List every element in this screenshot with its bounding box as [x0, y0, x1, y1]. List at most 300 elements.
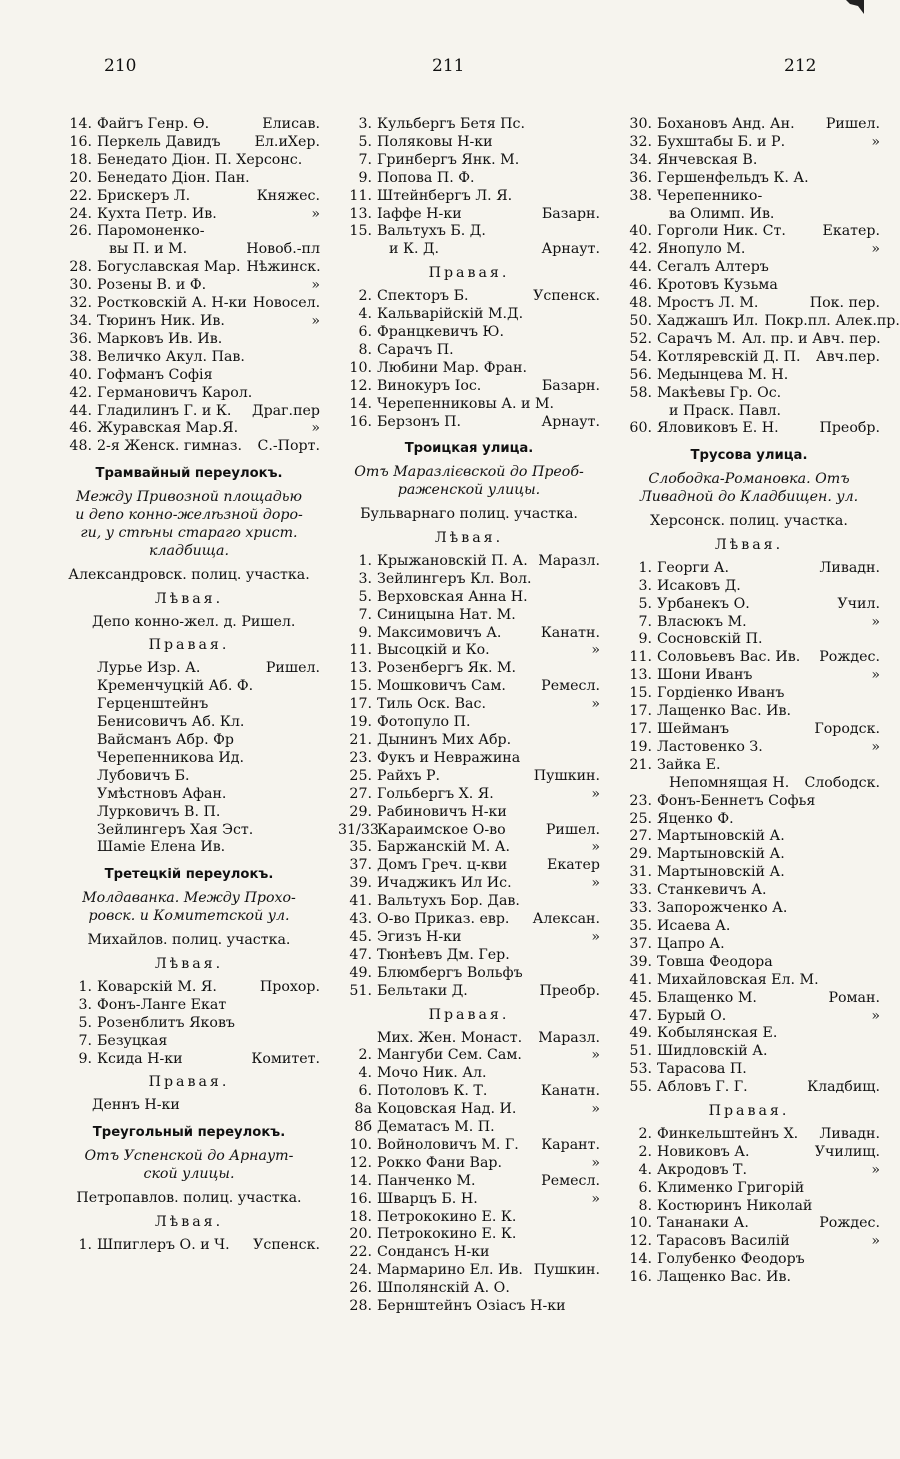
entry-name: Ксида Н-ки [97, 1050, 183, 1067]
entry-name: Перкель Давидъ [97, 133, 221, 150]
directory-entry [338, 1173, 600, 1191]
entry-location [314, 367, 320, 385]
directory-entry [338, 1191, 600, 1209]
entry-name: Домъ Греч. ц-кви [377, 857, 508, 874]
entry-name: Костюринъ Николай [657, 1197, 813, 1214]
entry-location [594, 1298, 600, 1316]
directory-entry [618, 578, 880, 596]
directory-entry [618, 241, 880, 259]
directory-entry [618, 116, 880, 134]
directory-entry [338, 306, 600, 324]
directory-entry [58, 660, 320, 678]
page-number-center: 211 [432, 56, 465, 76]
entry-location [594, 1280, 600, 1298]
entry-number: 5. [638, 595, 652, 612]
entry-location [874, 1269, 880, 1287]
entry-location [594, 607, 600, 625]
entry-name: Зейлингеръ Хая Эст. [97, 821, 254, 838]
directory-entry [338, 571, 600, 589]
entry-name: Блащенко М. [657, 989, 757, 1006]
entry-location: Ал. пр. и Авч. пер. [741, 330, 881, 347]
directory-entry [338, 288, 600, 306]
entry-location [874, 1061, 880, 1079]
directory-entry [618, 900, 880, 918]
entry-location [594, 188, 600, 206]
entry-number: 16. [349, 1190, 372, 1207]
entry-name: Журавская Мар.Я. [97, 420, 239, 437]
entry-location [594, 589, 600, 607]
entry-name: Бенисовичъ Аб. Кл. [97, 714, 245, 731]
entry-number: 27. [349, 785, 372, 802]
entry-number: 30. [629, 116, 652, 132]
directory-entry [618, 685, 880, 703]
directory-entry [618, 349, 880, 367]
entry-name: О-во Приказ. евр. [377, 911, 510, 928]
entry-location: Екатер [546, 857, 600, 874]
entry-name: Берзонъ П. [377, 413, 462, 430]
entry-name: Мармарино Ел. Ив. [377, 1262, 523, 1279]
directory-entry [338, 1137, 600, 1155]
entry-name: Бурый О. [657, 1007, 727, 1024]
entry-location: Ремесл. [541, 678, 600, 695]
entry-location [874, 918, 880, 936]
directory-entry [338, 642, 600, 660]
directory-entry [338, 822, 600, 840]
entry-continuation [618, 206, 880, 224]
directory-entry [338, 1155, 600, 1173]
entry-number: 17. [629, 721, 652, 737]
entry-number: 14. [629, 1251, 652, 1268]
entry-number: 25. [629, 810, 652, 827]
entry-number: 28. [349, 1298, 372, 1315]
entry-number: 13. [349, 660, 372, 677]
entry-location: Прохор. [259, 978, 320, 995]
entry-number: 15. [349, 678, 372, 695]
column-right [618, 116, 900, 1287]
entry-continuation [58, 241, 320, 259]
entry-number: 15. [349, 223, 372, 240]
street-description: Между Привозной площадью и депо конно-желѣзной доро- ги, у стѣны стараго христ. кладбища. [75, 489, 303, 559]
entry-name: Розенблитъ Яковъ [97, 1014, 235, 1031]
entry-location [314, 678, 320, 696]
entry-name: Райхъ Р. [377, 767, 441, 784]
entry-location [594, 360, 600, 378]
entry-number: 45. [629, 989, 652, 1006]
entry-name: Крыжановскій П. А. [377, 552, 528, 569]
directory-entry [618, 367, 880, 385]
entry-name: Кротовъ Кузьма [657, 277, 778, 294]
entry-number: 20. [349, 1226, 372, 1243]
entry-number: 3. [638, 577, 652, 594]
entry-name: Товша Феодора [657, 953, 773, 970]
entry-number: 54. [629, 348, 652, 365]
entry-location [314, 997, 320, 1015]
entry-name: Богуславская Мар. [97, 259, 241, 276]
directory-entry [58, 438, 320, 456]
directory-entry [618, 1079, 880, 1097]
entry-location: Ел.иХер. [254, 133, 320, 150]
entry-name: Сарачъ М. [657, 330, 736, 347]
entry-number: 51. [629, 1043, 652, 1060]
directory-entry [618, 846, 880, 864]
entry-location [594, 1226, 600, 1244]
entry-number: 19. [629, 738, 652, 755]
entry-name: Мростъ Л. М. [657, 295, 759, 312]
directory-entry [618, 385, 880, 403]
entry-continuation [618, 775, 880, 793]
entry-location [874, 882, 880, 900]
entry-name: Баржанскій М. А. [377, 839, 511, 856]
entry-number: 10. [349, 1136, 372, 1153]
entry-location: С.-Порт. [257, 438, 320, 455]
entry-location: Успенск. [253, 1236, 320, 1253]
entry-name: Финкельштейнъ Х. [657, 1125, 799, 1142]
entry-number: 16. [69, 133, 92, 150]
entry-number [58, 768, 97, 786]
directory-entry [58, 385, 320, 403]
entry-location [594, 342, 600, 360]
directory-entry [618, 134, 880, 152]
entry-location [874, 972, 880, 990]
entry-number: 21. [629, 756, 652, 773]
entry-name: Штейнбергъ Л. Я. [377, 187, 513, 204]
entry-name: Германовичъ Карол. [97, 384, 253, 401]
entry-number: 6. [358, 323, 372, 340]
directory-entry [618, 188, 880, 206]
entry-name: Яценко Ф. [657, 810, 734, 827]
entry-location [874, 1043, 880, 1061]
entry-location [594, 152, 600, 170]
entry-location: Преобр. [819, 420, 880, 437]
directory-entry [58, 259, 320, 277]
entry-number: 37. [349, 857, 372, 874]
directory-entry [338, 1226, 600, 1244]
entry-location [594, 170, 600, 188]
directory-entry [58, 1033, 320, 1051]
entry-number: 7. [78, 1032, 92, 1049]
entry-number: 31. [629, 864, 652, 881]
entry-number: 44. [69, 402, 92, 419]
entry-location [594, 223, 600, 241]
entry-location [314, 732, 320, 750]
entry-name: Величко Акул. Пав. [97, 348, 245, 365]
directory-entry: Депо конно-жел. д. Ришел. [92, 613, 296, 630]
entry-number: 8. [358, 341, 372, 358]
entry-number: 36. [629, 169, 652, 186]
entry-number: 9. [358, 624, 372, 641]
entry-location: Покр.пл. Алек.пр. [764, 312, 900, 329]
entry-location: » [871, 1007, 880, 1024]
column-middle [338, 116, 600, 1316]
entry-location: » [871, 738, 880, 755]
directory-entry [618, 1126, 880, 1144]
entry-name: Рабиновичъ Н-ки [377, 803, 507, 820]
directory-entry [618, 1198, 880, 1216]
entry-location [314, 804, 320, 822]
entry-name: Гольбергъ Х. Я. [377, 785, 494, 802]
entry-location [594, 116, 600, 134]
entry-number: 7. [358, 151, 372, 168]
directory-entry [618, 1144, 880, 1162]
entry-location [594, 660, 600, 678]
entry-location [874, 685, 880, 703]
directory-entry [338, 134, 600, 152]
entry-number: 58. [629, 384, 652, 401]
entry-number [58, 786, 97, 804]
entry-location: Учил. [837, 595, 880, 612]
entry-location: » [591, 928, 600, 945]
entry-number: 40. [629, 223, 652, 240]
entry-number: 24. [349, 1262, 372, 1279]
entry-number [338, 241, 377, 259]
directory-entry [58, 188, 320, 206]
side-label: Лѣвая. [714, 536, 784, 553]
directory-entry [618, 331, 880, 349]
entry-location: Комитет. [251, 1050, 320, 1067]
entry-name: Шварцъ Б. Н. [377, 1190, 478, 1207]
directory-entry [338, 360, 600, 378]
entry-name: Тарасовъ Василій [657, 1233, 790, 1250]
directory-entry [338, 911, 600, 929]
entry-name: Исаковъ Д. [657, 577, 741, 594]
entry-location: Городск. [814, 721, 880, 737]
entry-name: Янопуло М. [657, 241, 746, 258]
entry-number [58, 732, 97, 750]
entry-number: 26. [69, 223, 92, 240]
entry-name: Клименко Григорій [657, 1179, 805, 1196]
entry-location: » [311, 205, 320, 222]
entry-location [594, 1209, 600, 1227]
entry-number: 28. [69, 259, 92, 276]
entry-location: Авч.пер. [815, 348, 880, 365]
entry-name: Винокуръ Іос. [377, 377, 482, 394]
directory-entry [618, 1215, 880, 1233]
entry-name: Тиль Оск. Вас. [377, 696, 486, 713]
entry-number [58, 839, 97, 857]
entry-location [594, 750, 600, 768]
entry-location: Базарн. [541, 205, 600, 222]
directory-entry [58, 997, 320, 1015]
entry-number: 2. [358, 1047, 372, 1064]
entry-name: Высоцкій и Ко. [377, 642, 490, 659]
directory-entry [618, 420, 880, 438]
entry-name: Зейлингеръ Кл. Вол. [377, 570, 532, 587]
entry-location [594, 965, 600, 983]
directory-entry [338, 965, 600, 983]
entry-name: Станкевичъ А. [657, 882, 767, 899]
entry-name: Новиковъ А. [657, 1143, 750, 1160]
entry-number: 52. [629, 330, 652, 347]
police-district: Бульварнаго полиц. участка. [360, 506, 578, 523]
entry-number: 39. [349, 875, 372, 892]
entry-location: » [871, 133, 880, 150]
entry-name: Черепеннико- [657, 187, 763, 204]
directory-entry [58, 786, 320, 804]
entry-name: Яловиковъ Е. Н. [657, 420, 779, 437]
entry-name: Ичаджикъ Ил Ис. [377, 875, 512, 892]
entry-continuation [338, 241, 600, 259]
directory-entry [58, 1237, 320, 1255]
entry-location: » [591, 1190, 600, 1207]
entry-location [594, 571, 600, 589]
entry-location [594, 396, 600, 414]
entry-name: Котляревскій Д. П. [657, 348, 801, 365]
entry-name: Синицына Нат. М. [377, 606, 516, 623]
entry-number: 10. [349, 359, 372, 376]
side-label: Лѣвая. [154, 1213, 224, 1230]
entry-name: Коварскій М. Я. [97, 978, 217, 995]
entry-name: Сегалъ Алтеръ [657, 259, 769, 276]
entry-name: Бохановъ Анд. Ан. [657, 116, 795, 132]
entry-name: Фотопуло П. [377, 714, 471, 731]
entry-location [874, 1025, 880, 1043]
directory-entry [58, 331, 320, 349]
directory-entry [338, 1047, 600, 1065]
entry-location: Училищ. [814, 1143, 880, 1160]
directory-entry [618, 972, 880, 990]
entry-name: Гладилинъ Г. и К. [97, 402, 232, 419]
entry-location [874, 403, 880, 421]
entry-location: Нѣжинск. [246, 259, 321, 276]
entry-name: Лурковичъ В. П. [97, 803, 221, 820]
entry-location [874, 811, 880, 829]
entry-name: Рокко Фани Вар. [377, 1154, 503, 1171]
entry-number: 51. [349, 982, 372, 999]
directory-entry [58, 116, 320, 134]
directory-entry [338, 804, 600, 822]
entry-name: Эгизъ Н-ки [377, 928, 462, 945]
entry-number: 47. [349, 946, 372, 963]
entry-name: Тюринъ Ник. Ив. [97, 312, 225, 329]
directory-entry [338, 589, 600, 607]
directory-entry [338, 414, 600, 432]
entry-number: 1. [358, 552, 372, 569]
entry-location [314, 714, 320, 732]
police-district: Херсонск. полиц. участка. [650, 513, 848, 530]
entry-location [314, 822, 320, 840]
directory-entry [618, 757, 880, 775]
directory-entry [58, 277, 320, 295]
directory-entry [338, 342, 600, 360]
directory-entry [618, 811, 880, 829]
entry-number: 16. [349, 413, 372, 430]
entry-number: 11. [349, 187, 372, 204]
entry-number [58, 804, 97, 822]
entry-number: 49. [629, 1025, 652, 1042]
directory-entry [58, 1051, 320, 1069]
entry-number: 5. [78, 1014, 92, 1031]
entry-name: Черепенниковы А. и М. [377, 395, 555, 412]
entry-location [874, 1180, 880, 1198]
directory-entry [618, 1162, 880, 1180]
side-label: Правая. [148, 1074, 230, 1091]
entry-location: Ришел. [545, 821, 600, 838]
side-label: Правая. [708, 1103, 790, 1120]
entry-number: 5. [358, 133, 372, 150]
entry-location: Драг.пер [252, 402, 320, 419]
entry-location: Пок. пер. [809, 295, 880, 312]
entry-name: Черепенникова Ид. [97, 749, 245, 766]
entry-location [594, 732, 600, 750]
directory-entry [338, 983, 600, 1001]
entry-location: » [871, 613, 880, 630]
directory-entry [618, 990, 880, 1008]
directory-entry [618, 739, 880, 757]
entry-location: Карант. [541, 1136, 600, 1153]
entry-number: 46. [629, 277, 652, 294]
entry-name: Шидловскій А. [657, 1043, 768, 1060]
entry-number: 34. [69, 312, 92, 329]
entry-number [58, 678, 97, 696]
directory-entry [338, 660, 600, 678]
entry-name: Марковъ Ив. Ив. [97, 330, 223, 347]
entry-location: Маразл. [538, 552, 600, 569]
entry-name: Мангуби Сем. Сам. [377, 1047, 522, 1064]
entry-location [594, 947, 600, 965]
directory-entry [338, 1030, 600, 1048]
entry-location: Пушкин. [533, 767, 600, 784]
entry-number: 12. [349, 1154, 372, 1171]
directory-entry [618, 882, 880, 900]
entry-location: » [591, 875, 600, 892]
entry-number: 8а [354, 1101, 372, 1118]
directory-entry [618, 312, 900, 331]
entry-name: Гофманъ Софія [97, 366, 213, 383]
entry-location [594, 1065, 600, 1083]
directory-entry [338, 839, 600, 857]
entry-name: Лащенко Вас. Ив. [657, 1269, 791, 1286]
entry-location [874, 152, 880, 170]
entry-number: 1. [638, 559, 652, 576]
entry-number: 11. [629, 649, 652, 666]
entry-number: 12. [629, 1233, 652, 1250]
street-heading: Троицкая улица. [404, 441, 534, 457]
entry-name: Медынцева М. Н. [657, 366, 789, 383]
entry-number: 15. [629, 685, 652, 702]
entry-number [618, 206, 657, 224]
entry-number: 6. [638, 1179, 652, 1196]
street-heading: Третецкій переулокъ. [104, 867, 274, 883]
entry-name: Паромоненко- [97, 223, 205, 240]
entry-location: Маразл. [538, 1029, 600, 1046]
entry-location: Алексан. [532, 911, 600, 928]
street-description: Слободка-Романовка. Отъ Ливадной до Кладбищен. ул. [639, 471, 859, 506]
entry-number: 13. [629, 667, 652, 684]
entry-location [314, 696, 320, 714]
directory-entry [58, 403, 320, 421]
directory-entry [338, 1101, 600, 1119]
entry-number: 38. [629, 187, 652, 204]
entry-name: Мартыновскій А. [657, 864, 785, 881]
directory-entry [618, 1025, 880, 1043]
directory-entry [338, 206, 600, 224]
entry-name: Поляковы Н-ки [377, 133, 493, 150]
entry-name: Розены В. и Ф. [97, 277, 207, 294]
entry-number: 13. [349, 205, 372, 222]
entry-name: Гордіенко Иванъ [657, 685, 785, 702]
entry-number: 23. [349, 749, 372, 766]
directory-entry [618, 1043, 880, 1061]
directory-entry [58, 804, 320, 822]
entry-location [874, 367, 880, 385]
directory-entry [618, 259, 880, 277]
directory-entry [338, 553, 600, 571]
entry-number: 4. [358, 306, 372, 323]
entry-location: Слободск. [804, 774, 880, 791]
entry-location [594, 306, 600, 324]
entry-name: Бухштабы Б. и Р. [657, 133, 786, 150]
side-label: Правая. [428, 265, 510, 282]
